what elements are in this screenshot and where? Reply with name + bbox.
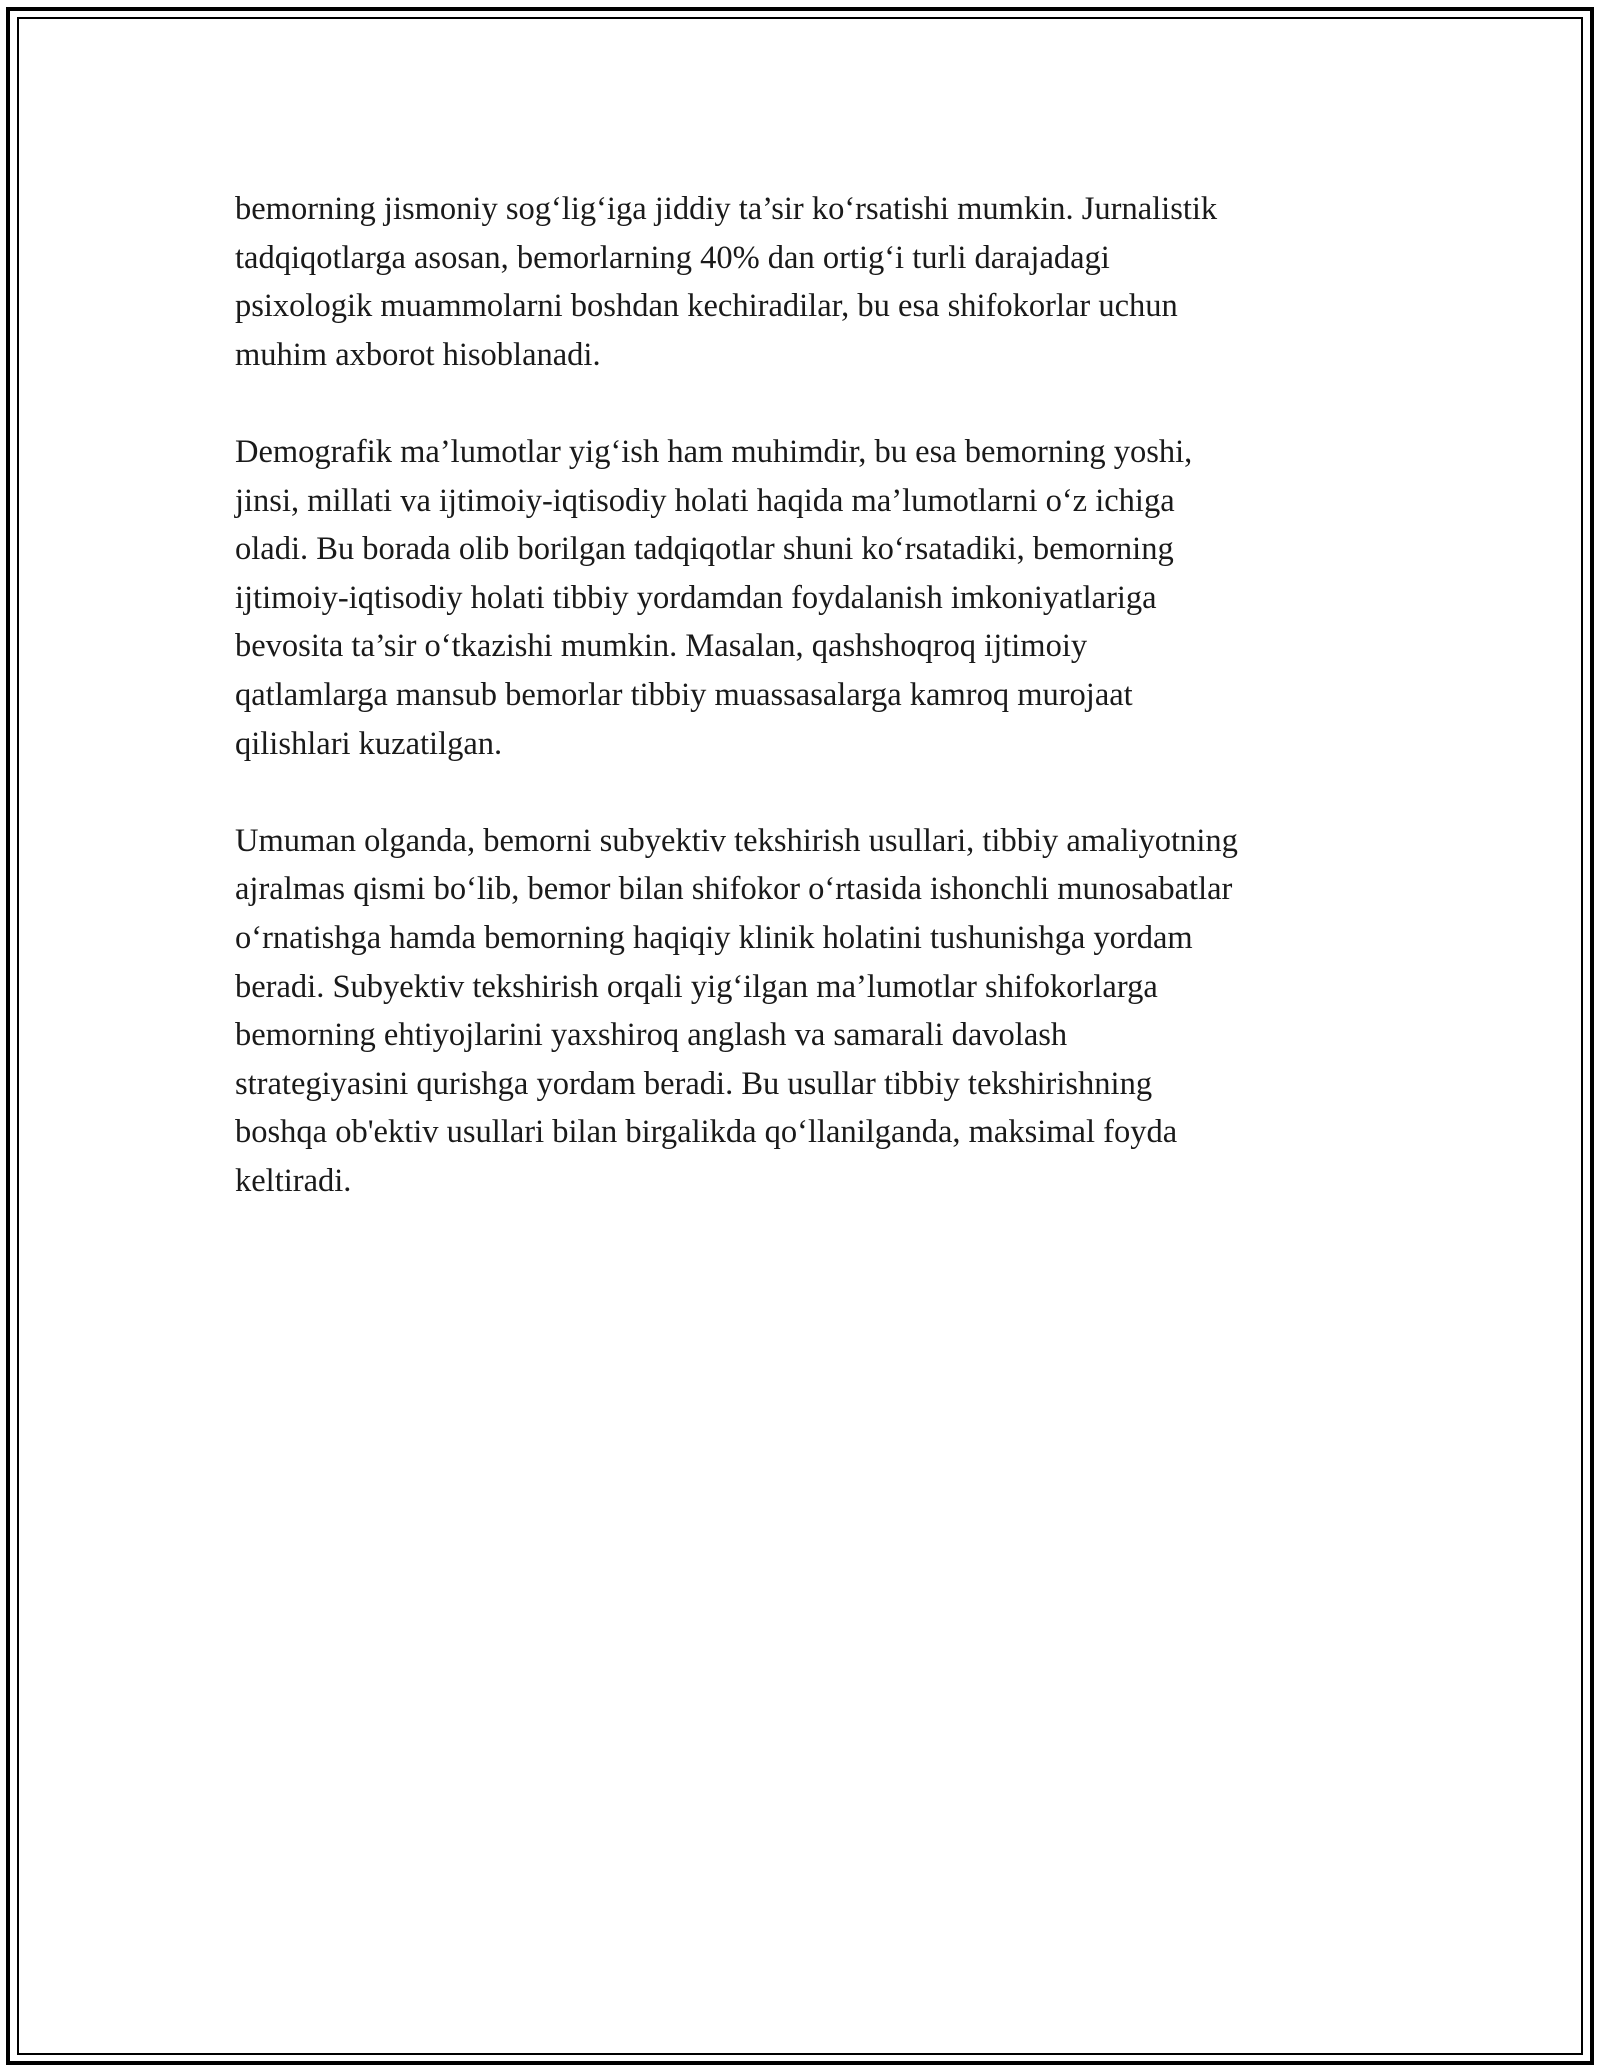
document-body [235, 185, 1380, 1254]
text-line: beradi. Subyektiv tekshirish orqali yig‘ilgan ma’lumotlar shifokorlarga [235, 968, 1158, 1005]
text-line: o‘rnatishga hamda bemorning haqiqiy klinik holatini tushunishga yordam [235, 919, 1193, 956]
text-line: bevosita ta’sir o‘tkazishi mumkin. Masalan, qashshoqroq ijtimoiy [235, 628, 1088, 665]
text-line: tadqiqotlarga asosan, bemorlarning 40% dan ortig‘i turli darajadagi [235, 239, 1110, 276]
text-line: ajralmas qismi bo‘lib, bemor bilan shifokor o‘rtasida ishonchli munosabatlar [235, 871, 1233, 908]
paragraph-2 [235, 428, 1380, 768]
paragraph-1 [235, 185, 1380, 379]
text-line: ijtimoiy-iqtisodiy holati tibbiy yordamdan foydalanish imkoniyatlariga [235, 579, 1157, 616]
text-line: strategiyasini qurishga yordam beradi. Bu usullar tibbiy tekshirishning [235, 1065, 1153, 1102]
text-line: muhim axborot hisoblanadi. [235, 336, 601, 373]
text-line: bemorning ehtiyojlarini yaxshiroq anglash va samarali davolash [235, 1017, 1068, 1054]
text-line: boshqa ob'ektiv usullari bilan birgalikda qo‘llanilganda, maksimal foyda [235, 1114, 1178, 1151]
text-line: bemorning jismoniy sog‘lig‘iga jiddiy ta’sir ko‘rsatishi mumkin. Jurnalistik [235, 191, 1218, 227]
text-line: psixologik muammolarni boshdan kechiradilar, bu esa shifokorlar uchun [235, 288, 1178, 325]
text-line: Demografik ma’lumotlar yig‘ish ham muhimdir, bu esa bemorning yoshi, [235, 433, 1193, 470]
paragraph-3 [235, 817, 1380, 1206]
text-line: keltiradi. [235, 1162, 352, 1199]
text-line: qatlamlarga mansub bemorlar tibbiy muassasalarga kamroq murojaat [235, 676, 1133, 713]
text-line: Umuman olganda, bemorni subyektiv tekshirish usullari, tibbiy amaliyotning [235, 822, 1238, 859]
text-line: jinsi, millati va ijtimoiy-iqtisodiy holati haqida ma’lumotlarni o‘z ichiga [235, 482, 1175, 519]
text-line: oladi. Bu borada olib borilgan tadqiqotlar shuni ko‘rsatadiki, bemorning [235, 531, 1174, 568]
text-line: qilishlari kuzatilgan. [235, 725, 503, 762]
